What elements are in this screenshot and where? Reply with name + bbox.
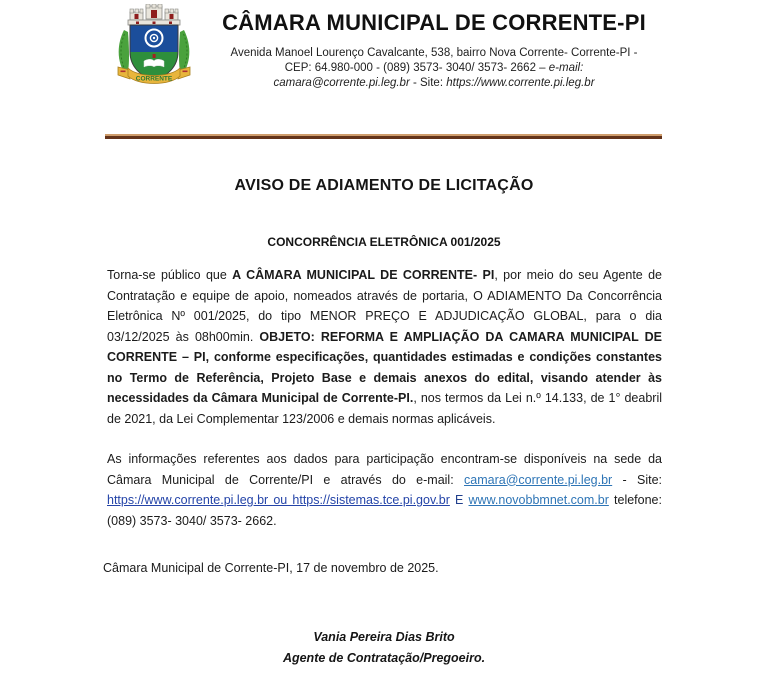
paragraph-notice-text: Torna-se público que (107, 268, 233, 282)
header-site-text: https://www.corrente.pi.leg.br (446, 77, 595, 89)
signature-block (0, 627, 768, 669)
divider-bottom-line (105, 136, 662, 139)
signature-name: Vania Pereira Dias Brito (313, 630, 455, 644)
address-line-2: CEP: 64.980-000 - (089) 3573- 3040/ 3573- 2662 – e-mail: (284, 62, 584, 74)
coat-of-arms-icon (108, 4, 200, 98)
signature-role: Agente de Contratação/Pregoeiro. (282, 651, 486, 665)
email-link[interactable]: camara@corrente.pi.leg.br (464, 472, 613, 487)
document-subtitle: CONCORRÊNCIA ELETRÔNICA 001/2025 (267, 235, 501, 249)
paragraph-notice: Torna-se público que A CÂMARA MUNICIPAL DE CORRENTE- PI, por meio do seu Agente de Contratação e equipe de apoio, nomeados através de portaria, O ADIAMENTO Da Concorrência Eletrônica Nº 001/2025, do tipo MENOR PREÇO E ADJUDICAÇÃO GLOBAL, para o dia 03/12/2025 às 08h00min. OBJETO: REFORMA E AMPLIAÇÃO DA CAMARA MUNICIPAL DE CORRENTE – PI, conforme especificações, quantidades estimadas e condições constantes no Termo de Referência, Projeto Base e demais anexos do edital, visando atender às necessidades da Câmara Municipal de Corrente-PI., nos termos da Lei n.º 14.133, de 1° deabril de 2021, da Lei Complementar 123/2006 e demais normas aplicáveis. (107, 268, 663, 426)
letterhead (0, 0, 768, 98)
document-title: AVISO DE ADIAMENTO DE LICITAÇÃO (234, 177, 534, 194)
org-title: CÂMARA MUNICIPAL DE CORRENTE-PI (222, 10, 646, 35)
address-line-3: camara@corrente.pi.leg.br - Site: https://www.corrente.pi.leg.br (273, 77, 595, 89)
bbmnet-link[interactable]: www.novobbmnet.com.br (468, 493, 609, 507)
mural-crown-icon (128, 4, 180, 25)
divider-rule (105, 134, 662, 139)
red-mark-icon (153, 54, 156, 58)
banner-text: CORRENTE (135, 75, 173, 83)
letterhead-text (200, 4, 668, 91)
paragraph-info: As informações referentes aos dados para participação encontram-se disponíveis na sede da Câmara Municipal de Corrente/PI e através do e-mail: camara@corrente.pi.leg.br - Site: https://www.corrente.pi.leg.br ou https://sistemas.tce.pi.gov.br E www.novobbmnet.com.br telefone: (089) 3573- 3040/ 3573- 2662. (107, 452, 663, 528)
org-name-bold: A CÂMARA MUNICIPAL DE CORRENTE- PI (232, 268, 495, 282)
conjunction-text: E (449, 493, 469, 507)
address-line-1: Avenida Manoel Lourenço Cavalcante, 538, bairro Nova Corrente- Corrente-PI - (230, 47, 638, 59)
site-links[interactable]: https://www.corrente.pi.leg.br ou https://sistemas.tce.pi.gov.br (107, 493, 450, 507)
object-description-bold: OBJETO: REFORMA E AMPLIAÇÃO DA CAMARA MUNICIPAL DE CORRENTE – PI, conforme especificações, quantidades estimadas e condições constantes no Termo de Referência, Projeto Base e demais anexos do edital, visando atender às necessidades da Câmara Municipal de Corrente-PI. (107, 329, 663, 405)
date-place-line: Câmara Municipal de Corrente-PI, 17 de novembro de 2025. (103, 561, 439, 575)
coat-of-arms-logo (108, 4, 200, 98)
org-address (200, 46, 668, 91)
header-email-text: camara@corrente.pi.leg.br (273, 77, 410, 89)
